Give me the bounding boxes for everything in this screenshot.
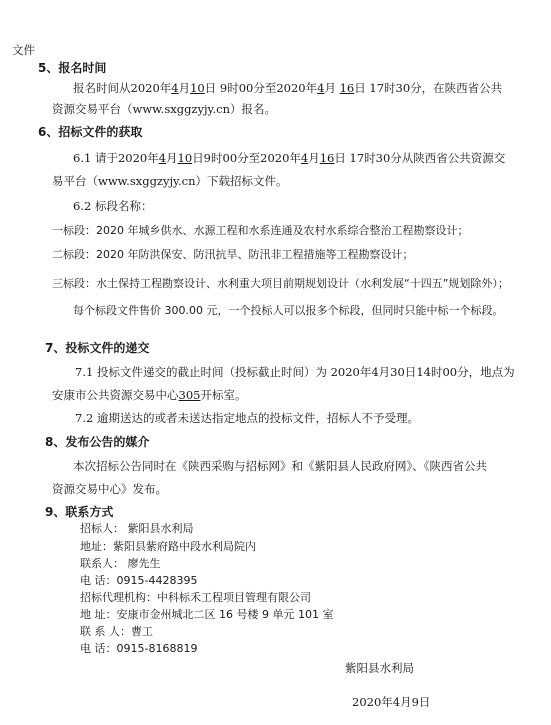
signature-date: 2020年4月9日 xyxy=(352,695,431,709)
top-fragment: 文件 xyxy=(12,43,35,57)
agency-name: 招标代理机构：中科标禾工程项目管理有限公司 xyxy=(80,591,311,604)
contact-person: 联系人： 廖先生 xyxy=(80,557,161,570)
section-7-heading: 7、投标文件的递交 xyxy=(45,341,150,355)
lot-1: 一标段：2020 年城乡供水、水源工程和水系连通及农村水系综合整治工程勘察设计； xyxy=(52,224,469,237)
section-5-para-1: 报名时间从2020年4月10日 9时00分至2020年4月 16日 17时30分，在陕西省公共 xyxy=(73,81,503,95)
section-8-heading: 8、发布公告的媒介 xyxy=(45,435,150,449)
price-note: 每个标段文件售价 300.00 元，一个投标人可以报多个标段，但同时只能中标一个标段。 xyxy=(73,304,504,317)
section-6-heading: 6、招标文件的获取 xyxy=(38,125,143,139)
agency-phone: 电 话：0915-8168819 xyxy=(80,642,198,655)
section-5-heading: 5、报名时间 xyxy=(38,61,107,75)
signature-org: 紫阳县水利局 xyxy=(345,661,414,675)
agency-contact: 联 系 人：曹工 xyxy=(80,625,153,638)
section-6-lots-label: 6.2 标段名称： xyxy=(73,199,153,213)
section-8-para-1: 本次招标公告同时在《陕西采购与招标网》和《紫阳县人民政府网》、《陕西省公共 xyxy=(73,459,487,473)
lot-2: 二标段：2020 年防洪保安、防汛抗旱、防汛非工程措施等工程勘察设计； xyxy=(52,248,414,261)
section-5-para-2: 资源交易平台（www.sxggzyjy.cn）报名。 xyxy=(52,102,277,116)
section-7-para-1: 7.1 投标文件递交的截止时间（投标截止时间）为 2020年4月30日14时00分，地点为 xyxy=(75,365,515,379)
agency-address: 地 址：安康市金州城北二区 16 号楼 9 单元 101 室 xyxy=(80,608,334,621)
lot-3: 三标段：水土保持工程勘察设计、水利重大项目前期规划设计（水利发展“十四五”规划除外）； xyxy=(52,277,509,290)
section-9-heading: 9、联系方式 xyxy=(45,505,114,519)
contact-address: 地址：紫阳县紫府路中段水利局院内 xyxy=(80,540,256,553)
section-7-para-2: 安康市公共资源交易中心305开标室。 xyxy=(52,388,247,402)
contact-phone: 电 话：0915-4428395 xyxy=(80,574,198,587)
section-6-para-2: 易平台（www.sxggzyjy.cn）下载招标文件。 xyxy=(52,174,288,188)
section-8-para-2: 资源交易中心》发布。 xyxy=(52,482,167,496)
section-6-para-1: 6.1 请于2020年4月10日9时00分至2020年4月16日 17时30分从陕西省公共资源交 xyxy=(73,151,506,165)
section-7-para-3: 7.2 逾期送达的或者未送达指定地点的投标文件，招标人不予受理。 xyxy=(75,411,419,425)
contact-tenderer: 招标人： 紫阳县水利局 xyxy=(80,522,194,535)
